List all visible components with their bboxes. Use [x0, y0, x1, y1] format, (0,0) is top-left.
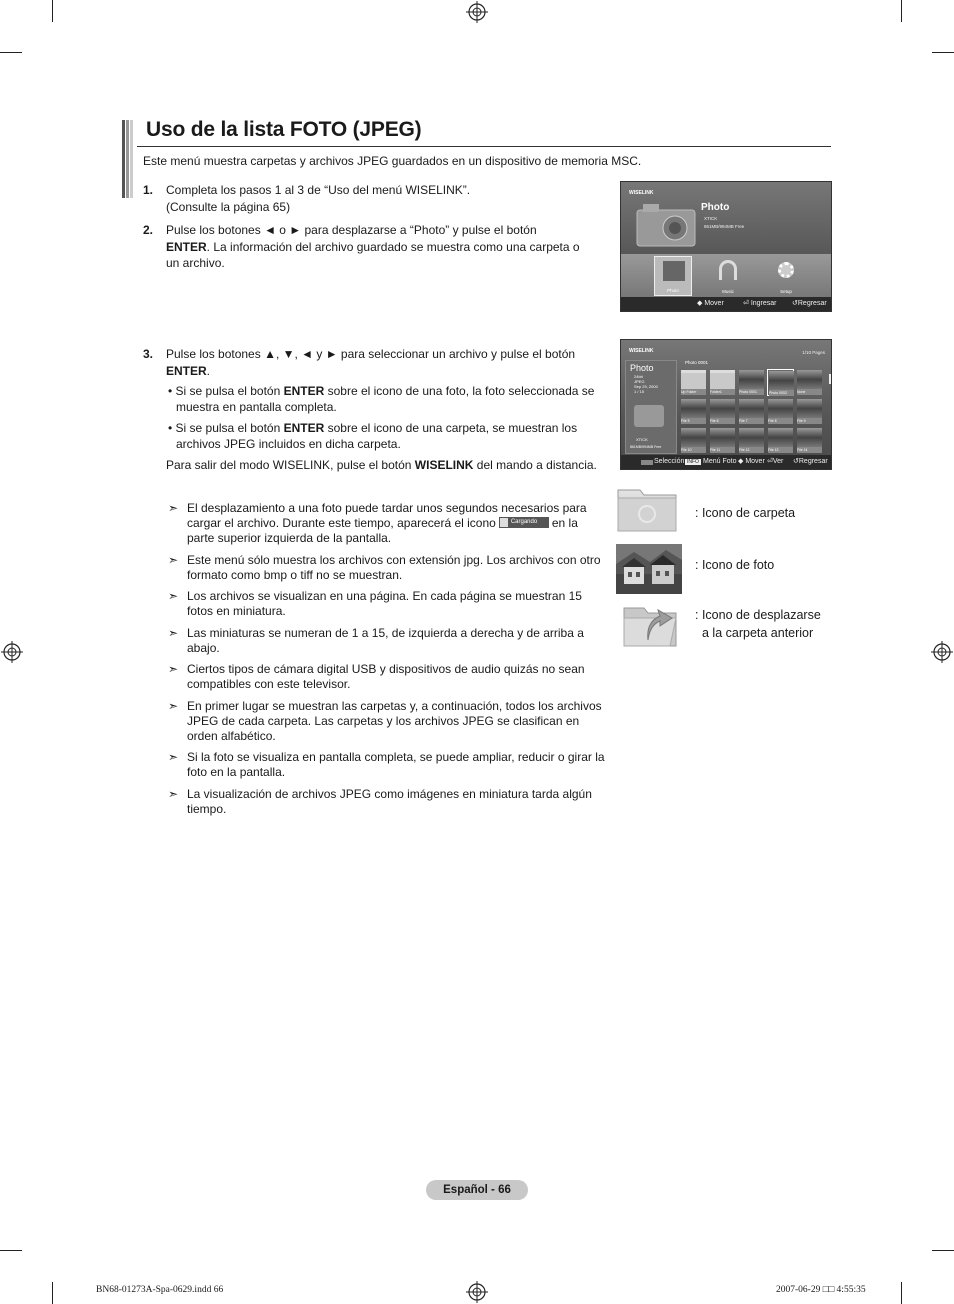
photo-icon: [739, 370, 764, 389]
screenshot-photo-list: [620, 339, 832, 470]
tile-label: File 14: [797, 447, 822, 453]
tile-label: File 10: [681, 447, 706, 453]
screenshot-wiselink-main: [620, 181, 832, 312]
tile-label: File 5: [681, 418, 706, 424]
menu-item-music[interactable]: Music: [713, 258, 743, 294]
page-number: Español - 66: [426, 1180, 528, 1200]
photo-icon: [769, 371, 794, 390]
photo-tile[interactable]: [709, 427, 736, 454]
photo-icon: [710, 399, 735, 418]
tile-label: File 11: [710, 447, 735, 453]
crop-mark: [52, 0, 53, 22]
title-divider: [137, 146, 831, 147]
tile-label: File 7: [739, 418, 764, 424]
photo-icon: [739, 428, 764, 447]
grid-scrollbar[interactable]: [829, 374, 831, 384]
title-accent: [122, 120, 132, 198]
photo-tile[interactable]: [796, 427, 823, 454]
registration-mark-icon: [466, 1281, 488, 1303]
tile-label: Photo 0002: [769, 390, 794, 396]
headphones-icon: [719, 260, 737, 280]
note-arrow-icon: ➣: [168, 699, 179, 713]
photo-icon: [681, 399, 706, 418]
legend-up-folder: : Icono de desplazarse a la carpeta anterior: [695, 608, 821, 640]
step-1: 1. Completa los pasos 1 al 3 de “Uso del menú WISELINK”. (Consulte la página 65): [143, 183, 471, 214]
photo-tile[interactable]: [796, 369, 823, 396]
photo-icon: [739, 399, 764, 418]
registration-mark-icon: [466, 1, 488, 23]
photo-tile[interactable]: [738, 398, 765, 425]
screen-nav-bar: Selección INFO Menú Foto ◆ Mover ⏎Ver ↺Regresar: [621, 455, 831, 469]
footer-date: 2007-06-29 □□ 4:55:35: [776, 1285, 866, 1295]
crop-mark: [52, 1282, 53, 1304]
device-name: XTICK: [704, 216, 718, 221]
exit-instruction: Para salir del modo WISELINK, pulse el botón WISELINK del mando a distancia.: [166, 458, 597, 472]
note-arrow-icon: ➣: [168, 553, 179, 567]
photo-tile[interactable]: [738, 427, 765, 454]
folder-icon: [616, 486, 680, 534]
note-arrow-icon: ➣: [168, 787, 179, 801]
photo-tile[interactable]: [767, 398, 794, 425]
note-arrow-icon: ➣: [168, 662, 179, 676]
thumbnail-grid: [679, 367, 829, 455]
page-count: 1/10 Pages: [802, 350, 825, 355]
step-2: 2. Pulse los botones ◄ o ► para desplazarse a “Photo” y pulse el botón ENTER. La información del archivo guardado se muestra como una carpeta o un archivo.: [143, 223, 580, 270]
intro-text: Este menú muestra carpetas y archivos JPEG guardados en un dispositivo de memoria MSC.: [143, 154, 642, 168]
photo-tile[interactable]: [680, 427, 707, 454]
photo-icon: [797, 428, 822, 447]
bullet-photo: • Si se pulsa el botón ENTER sobre el icono de una foto, la foto seleccionada se muestra en pantalla completa.: [168, 384, 595, 414]
crop-mark: [0, 52, 22, 53]
note-arrow-icon: ➣: [168, 589, 179, 603]
crop-mark: [901, 0, 902, 22]
photo-thumbnail-icon: [616, 544, 682, 594]
wiselink-logo: WISELINK: [629, 348, 654, 354]
photo-icon: [710, 428, 735, 447]
crop-mark: [932, 1250, 954, 1251]
menu-item-photo[interactable]: Photo: [654, 256, 692, 296]
folder-tile[interactable]: [680, 369, 707, 396]
wiselink-logo: WISELINK: [629, 190, 654, 196]
tile-label: File 9: [797, 418, 822, 424]
legend-photo: : Icono de foto: [695, 558, 775, 572]
photo-tile[interactable]: [738, 369, 765, 396]
photo-tile[interactable]: [680, 398, 707, 425]
step-3: 3. Pulse los botones ▲, ▼, ◄ y ► para seleccionar un archivo y pulse el botón ENTER.: [143, 347, 576, 378]
photo-tile[interactable]: [767, 427, 794, 454]
photo-icon: [797, 399, 822, 418]
tile-label: File 12: [739, 447, 764, 453]
tile-label: File 13: [768, 447, 793, 453]
camera-icon: [635, 200, 697, 248]
camera-icon: [634, 405, 664, 427]
photo-tile[interactable]: [767, 369, 794, 396]
note-arrow-icon: ➣: [168, 501, 179, 515]
folder-tile[interactable]: [709, 369, 736, 396]
crop-mark: [901, 1282, 902, 1304]
photo-tile[interactable]: [796, 398, 823, 425]
tile-label: File 6: [710, 418, 735, 424]
crop-mark: [0, 1250, 22, 1251]
note-arrow-icon: ➣: [168, 750, 179, 764]
left-panel: Photo 24bit JPEG Sep 29, 2000 1 / 15 XTICK 861MB/994MB Free: [625, 360, 677, 454]
menu-item-setup[interactable]: Setup: [771, 258, 801, 294]
registration-mark-icon: [931, 641, 953, 663]
tile-label: File 8: [768, 418, 793, 424]
legend-folder: : Icono de carpeta: [695, 506, 796, 520]
photo-item-icon: [663, 261, 685, 281]
screen-heading: Photo: [701, 202, 730, 213]
crop-mark: [932, 52, 954, 53]
page-title: Uso de la lista FOTO (JPEG): [146, 118, 422, 141]
tile-label: None: [797, 389, 822, 395]
loading-icon: Cargando: [499, 517, 549, 528]
photo-icon: [768, 428, 793, 447]
up-folder-icon: [620, 600, 682, 650]
folder-icon: [681, 370, 706, 389]
tile-label: Folder1: [710, 389, 735, 395]
photo-icon: [681, 428, 706, 447]
photo-icon: [768, 399, 793, 418]
folder-icon: [710, 370, 735, 389]
free-space: 861MB/994MB Free: [704, 224, 745, 229]
current-path: Photo 0001: [685, 360, 709, 365]
footer-file: BN68-01273A-Spa-0629.indd 66: [96, 1285, 224, 1295]
screen-nav-bar: ◆ Mover ⏎ Ingresar ↺Regresar: [621, 297, 831, 311]
registration-mark-icon: [1, 641, 23, 663]
tile-label: Up Folder: [681, 389, 706, 395]
bullet-folder: • Si se pulsa el botón ENTER sobre el icono de una carpeta, se muestran los archivos JPEG incluidos en dicha carpeta.: [168, 421, 578, 451]
note-arrow-icon: ➣: [168, 626, 179, 640]
photo-icon: [797, 370, 822, 389]
gear-icon: [778, 262, 794, 278]
photo-tile[interactable]: [709, 398, 736, 425]
tile-label: Photo 0001: [739, 389, 764, 395]
